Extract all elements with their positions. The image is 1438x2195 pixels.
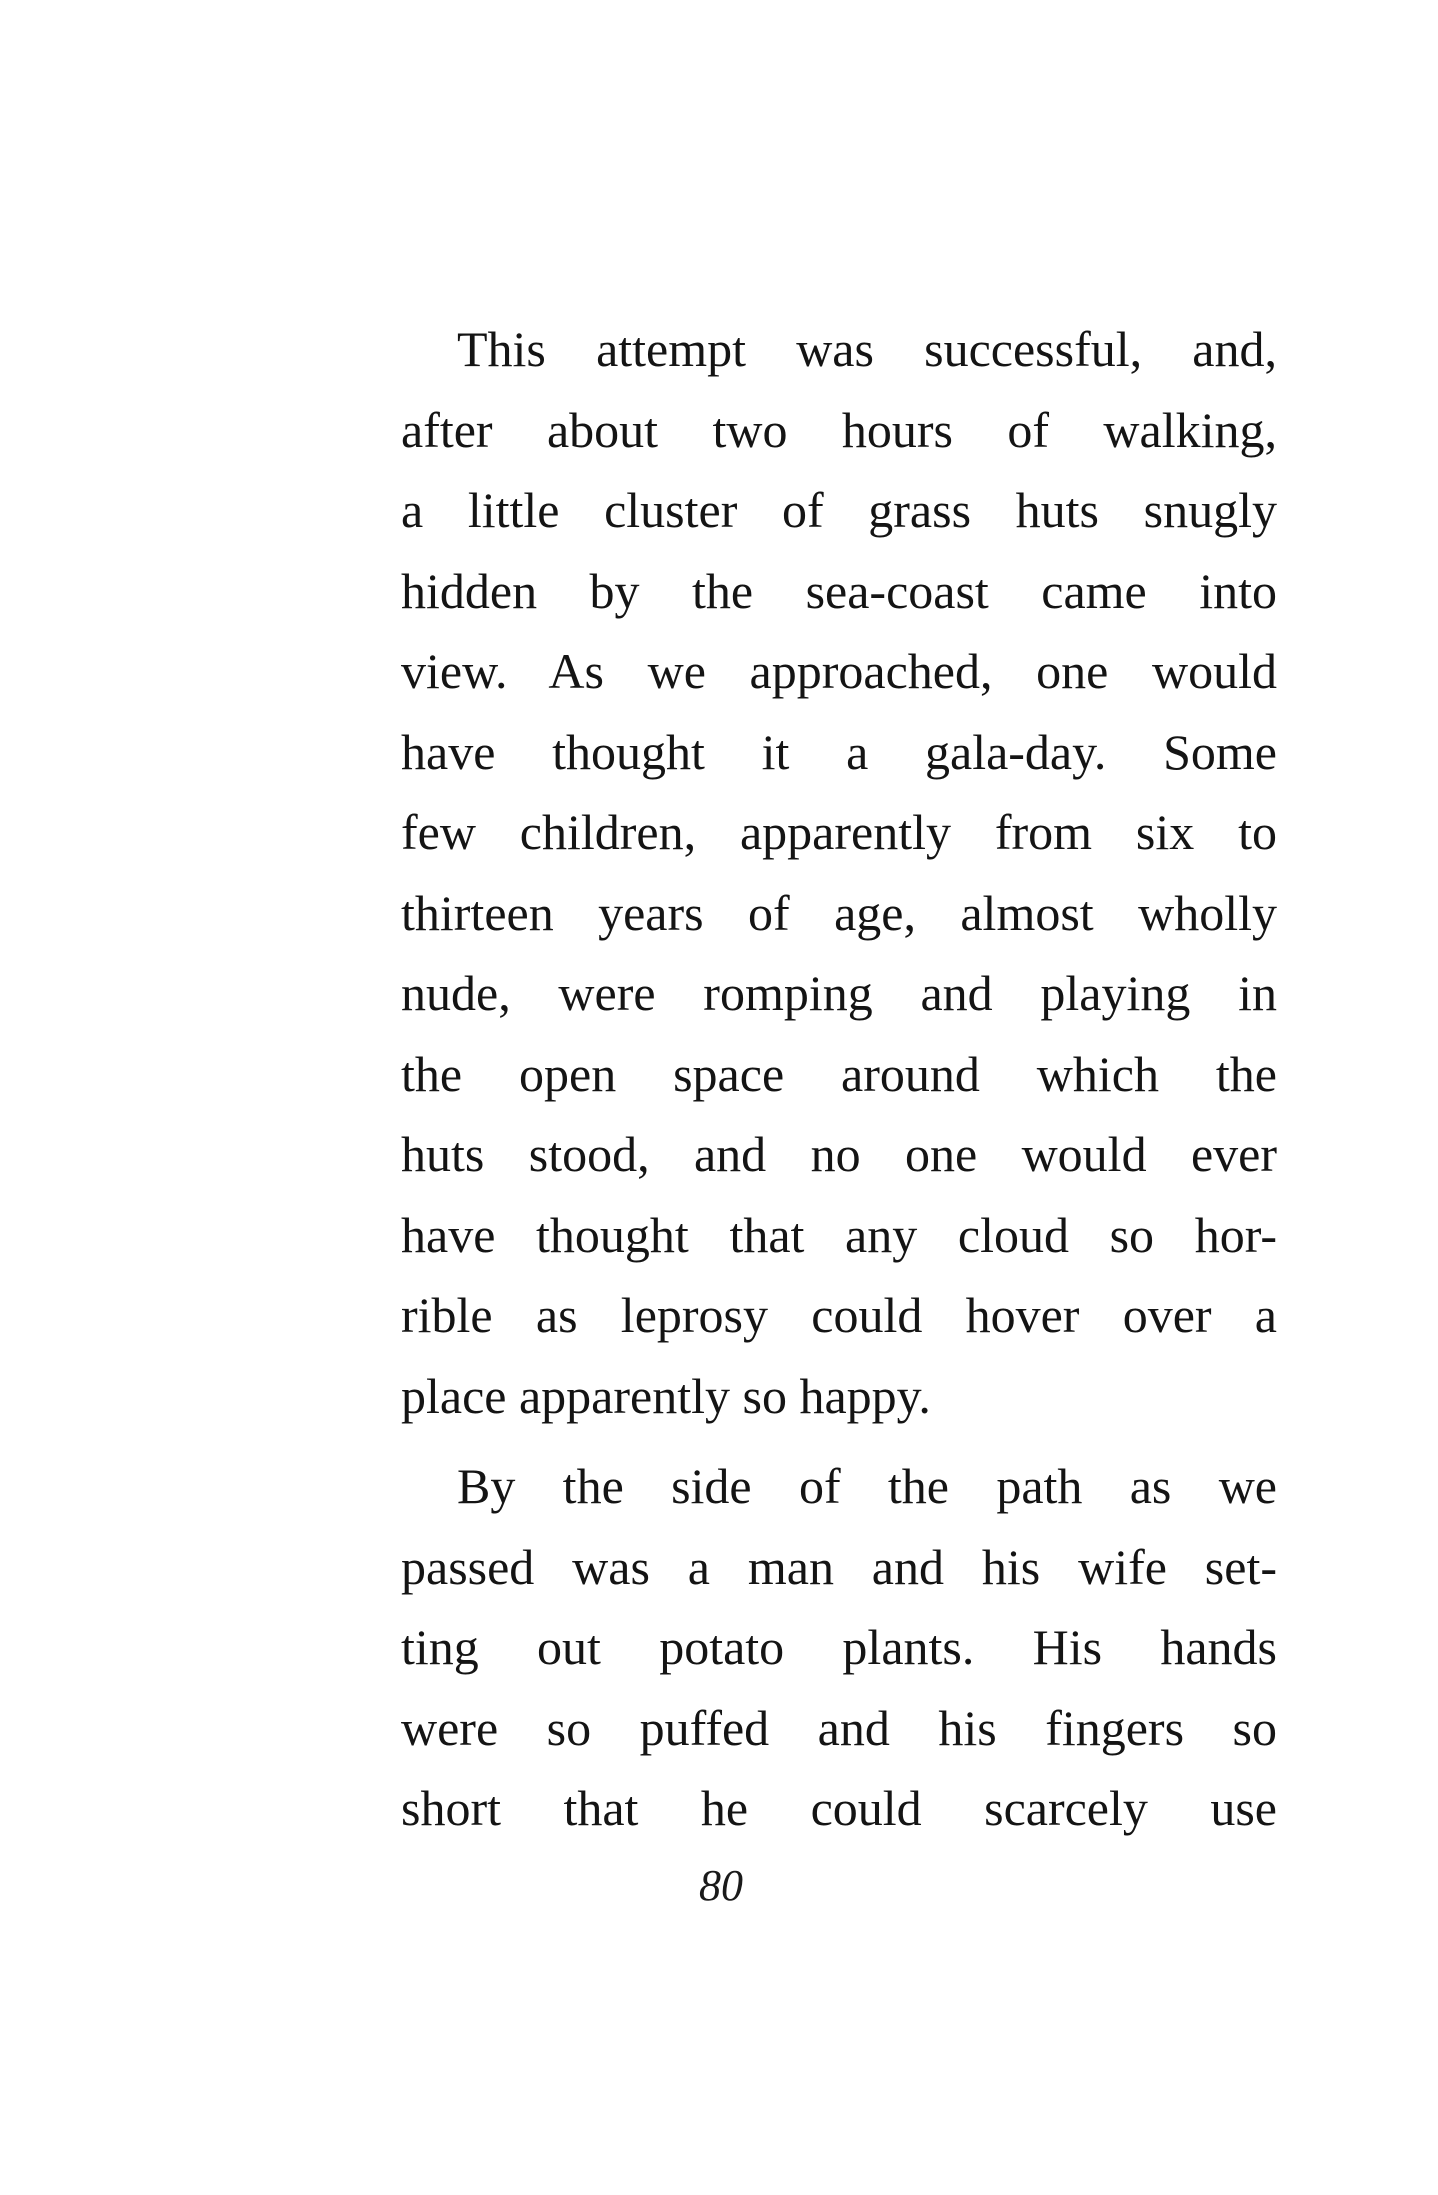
text-line: have thought it a gala-day. Some (401, 723, 1277, 780)
text-line: ting out potato plants. His hands (401, 1619, 1277, 1675)
text-line: nude, were romping and playing in (401, 965, 1277, 1021)
body-text (401, 309, 1277, 1849)
text-line: few children, apparently from six to (401, 804, 1277, 860)
paragraph-gap (401, 1436, 1277, 1446)
paragraph-1 (401, 309, 1277, 1436)
paragraph-2 (401, 1446, 1277, 1849)
text-line: were so puffed and his fingers so (401, 1699, 1277, 1756)
text-line: a little cluster of grass huts snugly (401, 482, 1277, 538)
text-line: after about two hours of walking, (401, 401, 1277, 458)
text-line: By the side of the path as we (457, 1458, 1277, 1514)
text-line: view. As we approached, one would (401, 643, 1277, 699)
page-number: 80 (699, 1861, 743, 1910)
text-line: hidden by the sea-coast came into (401, 562, 1277, 619)
text-line: the open space around which the (401, 1045, 1277, 1102)
text-line: rible as leprosy could hover over a (401, 1287, 1277, 1343)
text-line: thirteen years of age, almost wholly (401, 884, 1277, 941)
text-line: This attempt was successful, and, (457, 321, 1277, 377)
text-line: passed was a man and his wife set- (401, 1538, 1277, 1595)
text-line: huts stood, and no one would ever (401, 1126, 1277, 1182)
text-line: have thought that any cloud so hor- (401, 1206, 1277, 1263)
text-line: short that he could scarcely use (401, 1780, 1277, 1836)
text-line: place apparently so happy. (401, 1367, 931, 1424)
